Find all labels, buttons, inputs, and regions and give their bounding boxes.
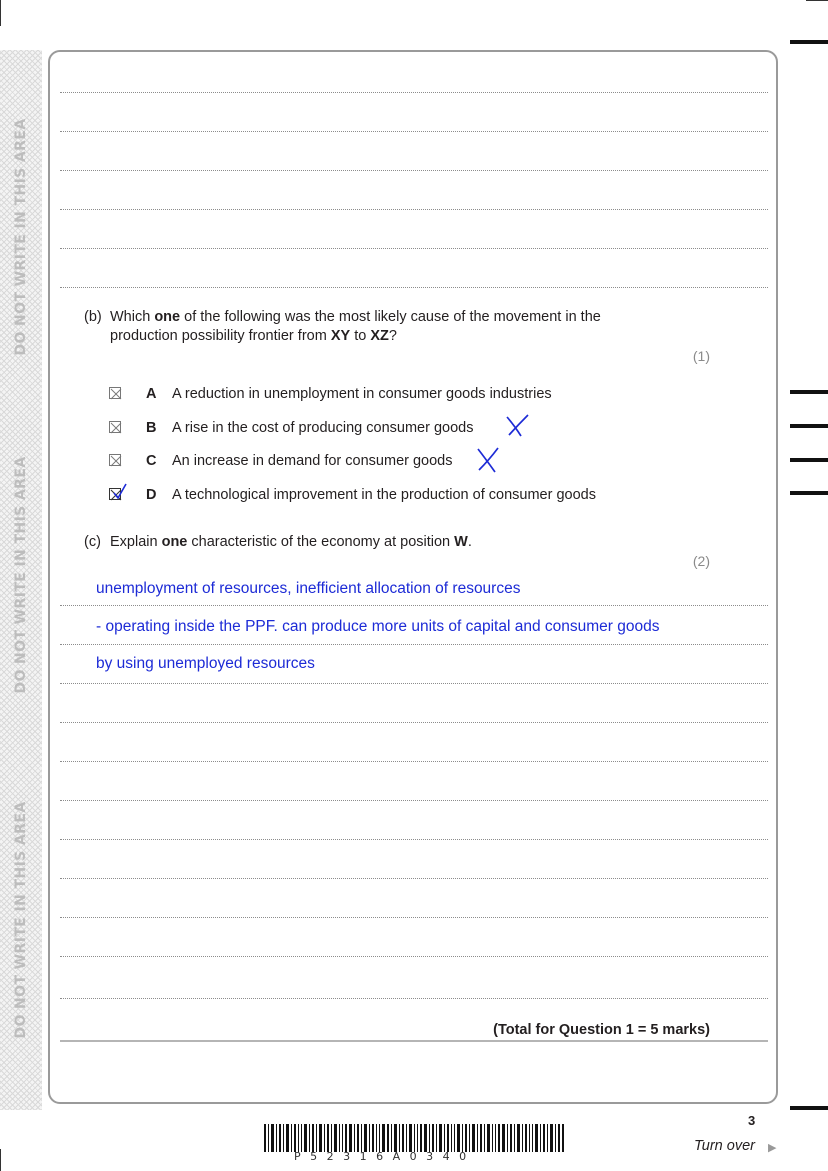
writing-line[interactable] <box>60 287 768 288</box>
handwritten-tick-icon <box>112 483 128 503</box>
writing-line[interactable] <box>60 209 768 210</box>
registration-mark <box>790 424 828 428</box>
barcode-text: P52316A0340 <box>294 1150 476 1163</box>
barcode-icon <box>264 1124 564 1152</box>
option-text: A rise in the cost of producing consumer goods <box>172 420 474 436</box>
question-c-label: (c) <box>84 534 101 550</box>
writing-line[interactable] <box>60 722 768 723</box>
handwritten-answer-line: - operating inside the PPF. can produce more units of capital and consumer goods <box>96 618 660 635</box>
crop-mark <box>0 1149 1 1171</box>
handwritten-answer-line: by using unemployed resources <box>96 655 315 672</box>
page-number: 3 <box>748 1113 756 1128</box>
option-c[interactable] <box>109 451 709 471</box>
option-letter: B <box>146 420 157 436</box>
handwritten-answer-line: unemployment of resources, inefficient allocation of resources <box>96 580 521 597</box>
registration-mark <box>790 458 828 462</box>
registration-mark <box>790 491 828 495</box>
writing-line[interactable] <box>60 800 768 801</box>
checkbox-b[interactable] <box>109 421 121 433</box>
total-divider <box>60 1040 768 1042</box>
writing-line[interactable] <box>60 644 768 645</box>
handwritten-cross-icon <box>475 446 501 474</box>
question-c-marks: (2) <box>692 553 710 569</box>
question-b-label: (b) <box>84 309 102 325</box>
turn-over: Turn over <box>694 1138 755 1154</box>
option-text: A technological improvement in the production of consumer goods <box>172 487 596 503</box>
writing-line[interactable] <box>60 956 768 957</box>
writing-line[interactable] <box>60 248 768 249</box>
writing-line[interactable] <box>60 878 768 879</box>
question-b-marks: (1) <box>692 348 710 364</box>
registration-mark <box>790 390 828 394</box>
option-text: An increase in demand for consumer goods <box>172 453 453 469</box>
option-letter: A <box>146 386 157 402</box>
option-a[interactable] <box>109 384 709 404</box>
crop-mark <box>0 0 1 26</box>
writing-line[interactable] <box>60 683 768 684</box>
option-text: A reduction in unemployment in consumer goods industries <box>172 386 552 402</box>
question-b-text-line1: Which one of the following was the most likely cause of the movement in the <box>110 309 601 325</box>
checkbox-a[interactable] <box>109 387 121 399</box>
option-letter: D <box>146 487 157 503</box>
writing-line[interactable] <box>60 998 768 999</box>
writing-line[interactable] <box>60 605 768 606</box>
option-letter: C <box>146 453 157 469</box>
question-b-text-line2: production possibility frontier from XY to XZ? <box>110 328 397 344</box>
crop-mark <box>806 0 828 1</box>
writing-line[interactable] <box>60 170 768 171</box>
checkbox-c[interactable] <box>109 454 121 466</box>
writing-line[interactable] <box>60 131 768 132</box>
option-b[interactable] <box>109 418 709 438</box>
registration-mark <box>790 1106 828 1110</box>
option-d[interactable] <box>109 485 709 505</box>
registration-mark <box>790 40 828 44</box>
question-c-text: Explain one characteristic of the economy at position W. <box>110 534 472 550</box>
writing-line[interactable] <box>60 839 768 840</box>
writing-line[interactable] <box>60 92 768 93</box>
handwritten-cross-icon <box>504 413 530 439</box>
question-total: (Total for Question 1 = 5 marks) <box>493 1022 710 1038</box>
arrow-right-icon: ▶ <box>768 1142 777 1154</box>
writing-line[interactable] <box>60 917 768 918</box>
writing-line[interactable] <box>60 761 768 762</box>
